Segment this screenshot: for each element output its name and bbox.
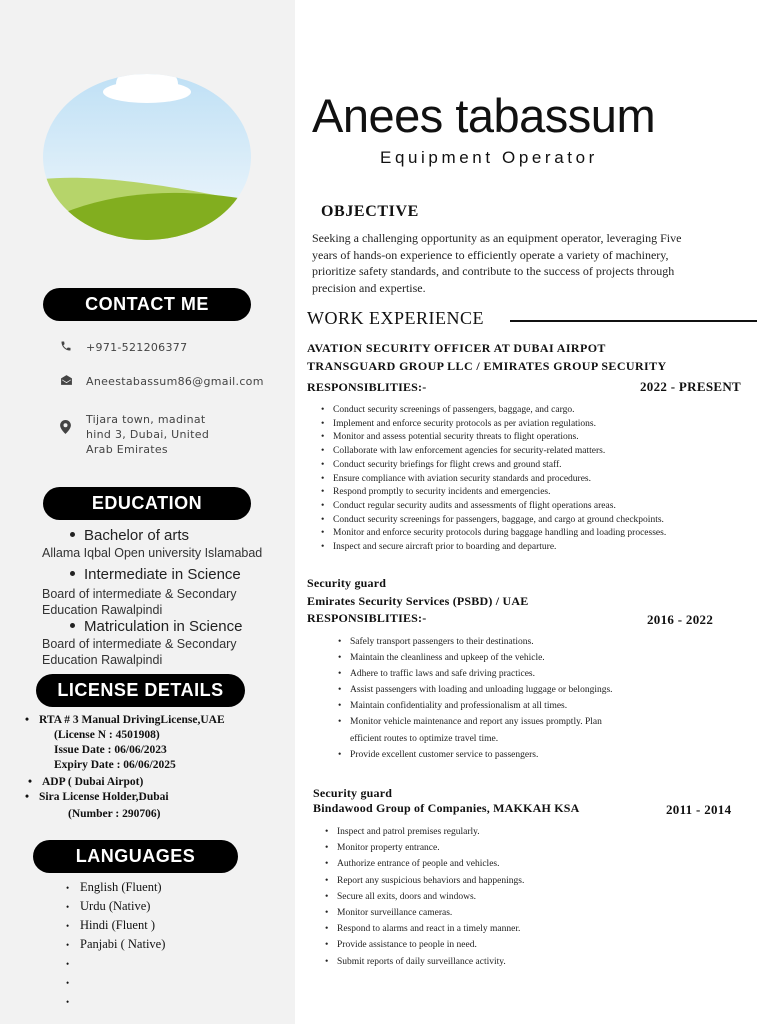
- address-text: [86, 412, 209, 457]
- list-item: • Submit reports of daily surveillance activity.: [325, 954, 625, 970]
- envelope-icon: [60, 374, 86, 386]
- candidate-role: Equipment Operator: [380, 148, 598, 167]
- list-item: • Safely transport passengers to their destinations.: [338, 634, 628, 650]
- list-item: • Inspect and secure aircraft prior to boarding and departure.: [321, 541, 751, 555]
- education-item: [70, 527, 189, 544]
- education-heading: EDUCATION: [43, 487, 251, 520]
- phone-icon: [60, 340, 86, 352]
- languages-heading: LANGUAGES: [33, 840, 238, 873]
- list-item: • Inspect and patrol premises regularly.: [325, 824, 625, 840]
- list-item: • Implement and enforce security protocols as per aviation regulations.: [321, 418, 751, 432]
- list-item: • Monitor property entrance.: [325, 840, 625, 856]
- license-rta-number: (License N : 4501908): [54, 729, 160, 741]
- sidebar: [0, 0, 295, 1024]
- degree: Bachelor of arts: [70, 527, 189, 544]
- license-adp: • ADP ( Dubai Airpot): [28, 776, 144, 788]
- list-item: • Authorize entrance of people and vehicles.: [325, 856, 625, 872]
- landscape-icon: [43, 74, 251, 240]
- list-item: • Conduct security briefings for flight crews and ground staff.: [321, 459, 751, 473]
- address-line: Tijara town, madinat: [86, 413, 206, 426]
- list-item: • Conduct security screenings for passengers, baggage, and cargo at ground checkpoints.: [321, 514, 751, 528]
- job-company: Bindawood Group of Companies, MAKKAH KSA: [313, 801, 580, 815]
- list-item: • Conduct security screenings of passengers, baggage, and cargo.: [321, 404, 751, 418]
- objective-line: years of hands-on experience to efficiently operate a variety of machinery,: [312, 247, 669, 262]
- education-item: [70, 618, 242, 635]
- license-heading: LICENSE DETAILS: [36, 674, 245, 707]
- address-line: hind 3, Dubai, United: [86, 428, 210, 441]
- list-item: • Monitor and enforce security protocols during baggage handling and loading processes.: [321, 527, 751, 541]
- objective-text: [312, 230, 742, 296]
- language-item-empty: •: [66, 959, 70, 969]
- list-item: • Maintain confidentiality and professionalism at all times.: [338, 698, 628, 714]
- profile-photo-placeholder: [43, 74, 251, 240]
- language-item: • Panjabi ( Native): [66, 937, 166, 951]
- language-item-empty: •: [66, 978, 70, 988]
- list-item: • Respond promptly to security incidents and emergencies.: [321, 486, 751, 500]
- language-item-empty: •: [66, 997, 70, 1007]
- list-item: • Respond to alarms and react in a timely manner.: [325, 921, 625, 937]
- job-company: Emirates Security Services (PSBD) / UAE: [307, 594, 529, 608]
- language-item: • Urdu (Native): [66, 899, 151, 913]
- list-item: • Monitor surveillance cameras.: [325, 905, 625, 921]
- job-title: Security guard: [313, 786, 393, 800]
- candidate-name: Anees tabassum: [312, 89, 656, 142]
- contact-email[interactable]: [60, 374, 264, 389]
- list-item: • Secure all exits, doors and windows.: [325, 889, 625, 905]
- degree: Intermediate in Science: [70, 566, 241, 583]
- responsibility-list: [321, 404, 751, 555]
- job-dates: 2011 - 2014: [666, 802, 732, 817]
- phone-number: +971-521206377: [86, 341, 188, 354]
- contact-address: [60, 412, 209, 457]
- objective-line: precision and expertise.: [312, 280, 426, 295]
- education-item: [70, 566, 241, 583]
- list-item: • Provide assistance to people in need.: [325, 937, 625, 953]
- map-pin-icon: [60, 412, 86, 434]
- language-item: • English (Fluent): [66, 880, 162, 894]
- license-rta: • RTA # 3 Manual DrivingLicense,UAE: [25, 714, 225, 726]
- work-experience-heading: WORK EXPERIENCE: [307, 308, 484, 328]
- contact-heading: CONTACT ME: [43, 288, 251, 321]
- list-item: • Maintain the cleanliness and upkeep of the vehicle.: [338, 650, 628, 666]
- job-title: AVATION SECURITY OFFICER AT DUBAI AIRPOT: [307, 341, 606, 355]
- responsibility-list: [325, 824, 625, 970]
- objective-line: prioritize safety standards, and contribute to the success of projects through: [312, 264, 675, 278]
- job-company: TRANSGUARD GROUP LLC / EMIRATES GROUP SECURITY: [307, 359, 667, 373]
- license-expiry-date: Expiry Date : 06/06/2025: [54, 759, 176, 771]
- email-address: Aneestabassum86@gmail.com: [86, 375, 264, 388]
- responsibilities-label: RESPONSIBLITIES:-: [307, 380, 427, 394]
- list-item: • Ensure compliance with aviation security standards and procedures.: [321, 473, 751, 487]
- job-title: Security guard: [307, 576, 387, 590]
- objective-heading: OBJECTIVE: [321, 203, 419, 220]
- language-item: • Hindi (Fluent ): [66, 918, 155, 932]
- job-dates: 2022 - PRESENT: [640, 379, 741, 394]
- license-sira: • Sira License Holder,Dubai: [25, 791, 169, 803]
- list-item: • Provide excellent customer service to passengers.: [338, 747, 628, 763]
- responsibility-list: [338, 634, 628, 763]
- license-issue-date: Issue Date : 06/06/2023: [54, 744, 167, 756]
- license-sira-number: (Number : 290706): [68, 808, 161, 820]
- objective-line: Seeking a challenging opportunity as an equipment operator, leveraging Five: [312, 231, 682, 245]
- list-item: • Monitor vehicle maintenance and report any issues promptly. Plan efficient routes to optimize travel time.: [338, 714, 628, 746]
- responsibilities-label: RESPONSIBLITIES:-: [307, 611, 427, 625]
- institution: Board of intermediate & Secondary Education Rawalpindi: [42, 637, 237, 667]
- list-item: • Collaborate with law enforcement agencies for security-related matters.: [321, 445, 751, 459]
- list-item: • Report any suspicious behaviors and happenings.: [325, 873, 625, 889]
- list-item: • Monitor and assess potential security threats to flight operations.: [321, 431, 751, 445]
- institution: Board of intermediate & Secondary Education Rawalpindi: [42, 587, 237, 617]
- institution: Allama Iqbal Open university Islamabad: [42, 546, 263, 560]
- list-item: • Assist passengers with loading and unloading luggage or belongings.: [338, 682, 628, 698]
- address-line: Arab Emirates: [86, 443, 168, 456]
- degree: Matriculation in Science: [70, 618, 242, 635]
- job-dates: 2016 - 2022: [647, 612, 714, 627]
- section-divider: [510, 320, 757, 322]
- list-item: • Adhere to traffic laws and safe driving practices.: [338, 666, 628, 682]
- list-item: • Conduct regular security audits and assessments of flight operations areas.: [321, 500, 751, 514]
- contact-phone[interactable]: [60, 340, 187, 355]
